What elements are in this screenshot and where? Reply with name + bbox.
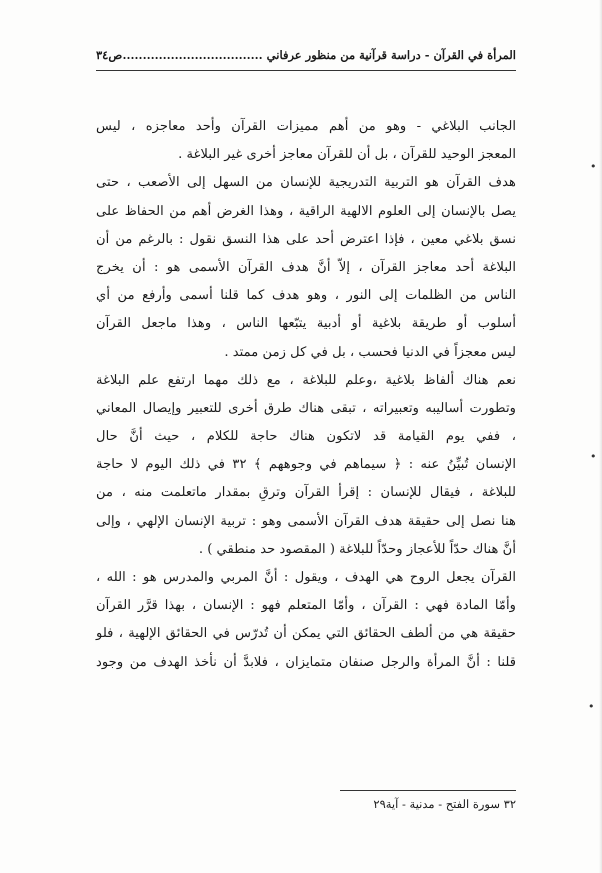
text-line: الجانب البلاغي - وهو من أهم مميزات القرآن وأحد معاجزه ، ليس (96, 119, 516, 134)
scan-speck-mark: • (590, 160, 597, 173)
paragraph-2 (96, 169, 516, 366)
text-line: المعجز الوحيد للقرآن ، بل أن للقرآن معاجز أخرى غير البلاغة . (178, 147, 516, 163)
text-line: البلاغة أحد معاجز القرآن ، إلاّ أنَّ هدف القرآن الأسمى هو : أن يخرج (96, 259, 516, 275)
text-line: نسق بلاغي معين ، فإذا اعترض أحد على هذا النسق نقول : بالرغم من أن (96, 231, 516, 247)
body-text (96, 113, 516, 677)
footnote-rule (340, 790, 516, 791)
text-line: هنا نصل إلى حقيقة هدف القرآن الأسمى وهو : تربية الإنسان الإلهي ، وإلى (96, 513, 516, 529)
paragraph-1 (96, 113, 516, 169)
text-line: حقيقة هي من ألطف الحقائق التي يمكن أن تُدرّس في الحقائق الإلهية ، فلو (96, 626, 516, 642)
text-line: أنَّ هناك حدّاً للأعجاز وحدّاً للبلاغة ( المقصود حد منطقي ) . (198, 541, 516, 557)
scan-speck-mark: • (590, 450, 597, 463)
text-line: الناس من الظلمات إلى النور ، وهو هدف كما قلنا أسمى وأرفع من أي (96, 288, 516, 304)
text-line: وتطورت أساليبه وتعبيراته ، تبقى هناك طرق أخرى للتعبير وإيصال المعاني (96, 400, 516, 416)
text-line: هدف القرآن هو التربية التدريجية للإنسان من السهل إلى الأصعب ، حتى (96, 175, 516, 191)
text-line: ليس معجزاً في الدنيا فحسب ، بل في كل زمن ممتد . (224, 344, 516, 360)
text-line: ، ففي يوم القيامة قد لاتكون هناك حاجة للكلام ، حيث أنَّ حال (96, 429, 516, 445)
text-line: نعم هناك ألفاظ بلاغية ،وعلم للبلاغة ، مع ذلك مهما ارتفع علم البلاغة (96, 372, 516, 388)
footnote: ٣٢ سورة الفتح - مدنية - آية٢٩ (373, 797, 516, 811)
text-line: الإنسان تُبيِّنُ عنه : ﴿ سيماهم في وجوههم ﴾ ٣٢ في ذلك اليوم لا حاجة (96, 457, 517, 473)
header-rule (96, 70, 516, 71)
text-line: أسلوب أو طريقة بلاغية أو أدبية يتبّعها الناس ، وهذا ماجعل القرآن (96, 316, 516, 332)
page-number: ص٣٤ (96, 48, 123, 62)
text-line: القرآن يجعل الروح هي الهدف ، ويقول : أنَّ المربي والمدرس هو : الله ، (96, 570, 516, 585)
paragraph-4 (96, 564, 516, 677)
paragraph-3 (96, 367, 516, 564)
running-header (96, 48, 516, 62)
text-line: وأمّا المادة فهي : القرآن ، وأمّا المتعلم فهو : الإنسان ، بهذا قرَّر القرآن (96, 598, 516, 614)
text-line: قلنا : أنَّ المرأة والرجل صنفان متمايزان ، فلابدَّ أن نأخذ الهدف من وجود (96, 654, 516, 670)
scan-speck-mark: • (588, 700, 595, 713)
text-line: للبلاغة ، فيقال للإنسان : إقرأ القرآن وترقِ بمقدار ماتعلمت منه ، من (96, 485, 516, 501)
text-line: يصل بالإنسان إلى العلوم الالهية الراقية ، وهذا الغرض أهم من الحفاظ على (96, 203, 516, 219)
header-title: المرأة في القرآن - دراسة قرآنية من منظور عرفاني ................................... (122, 48, 516, 62)
